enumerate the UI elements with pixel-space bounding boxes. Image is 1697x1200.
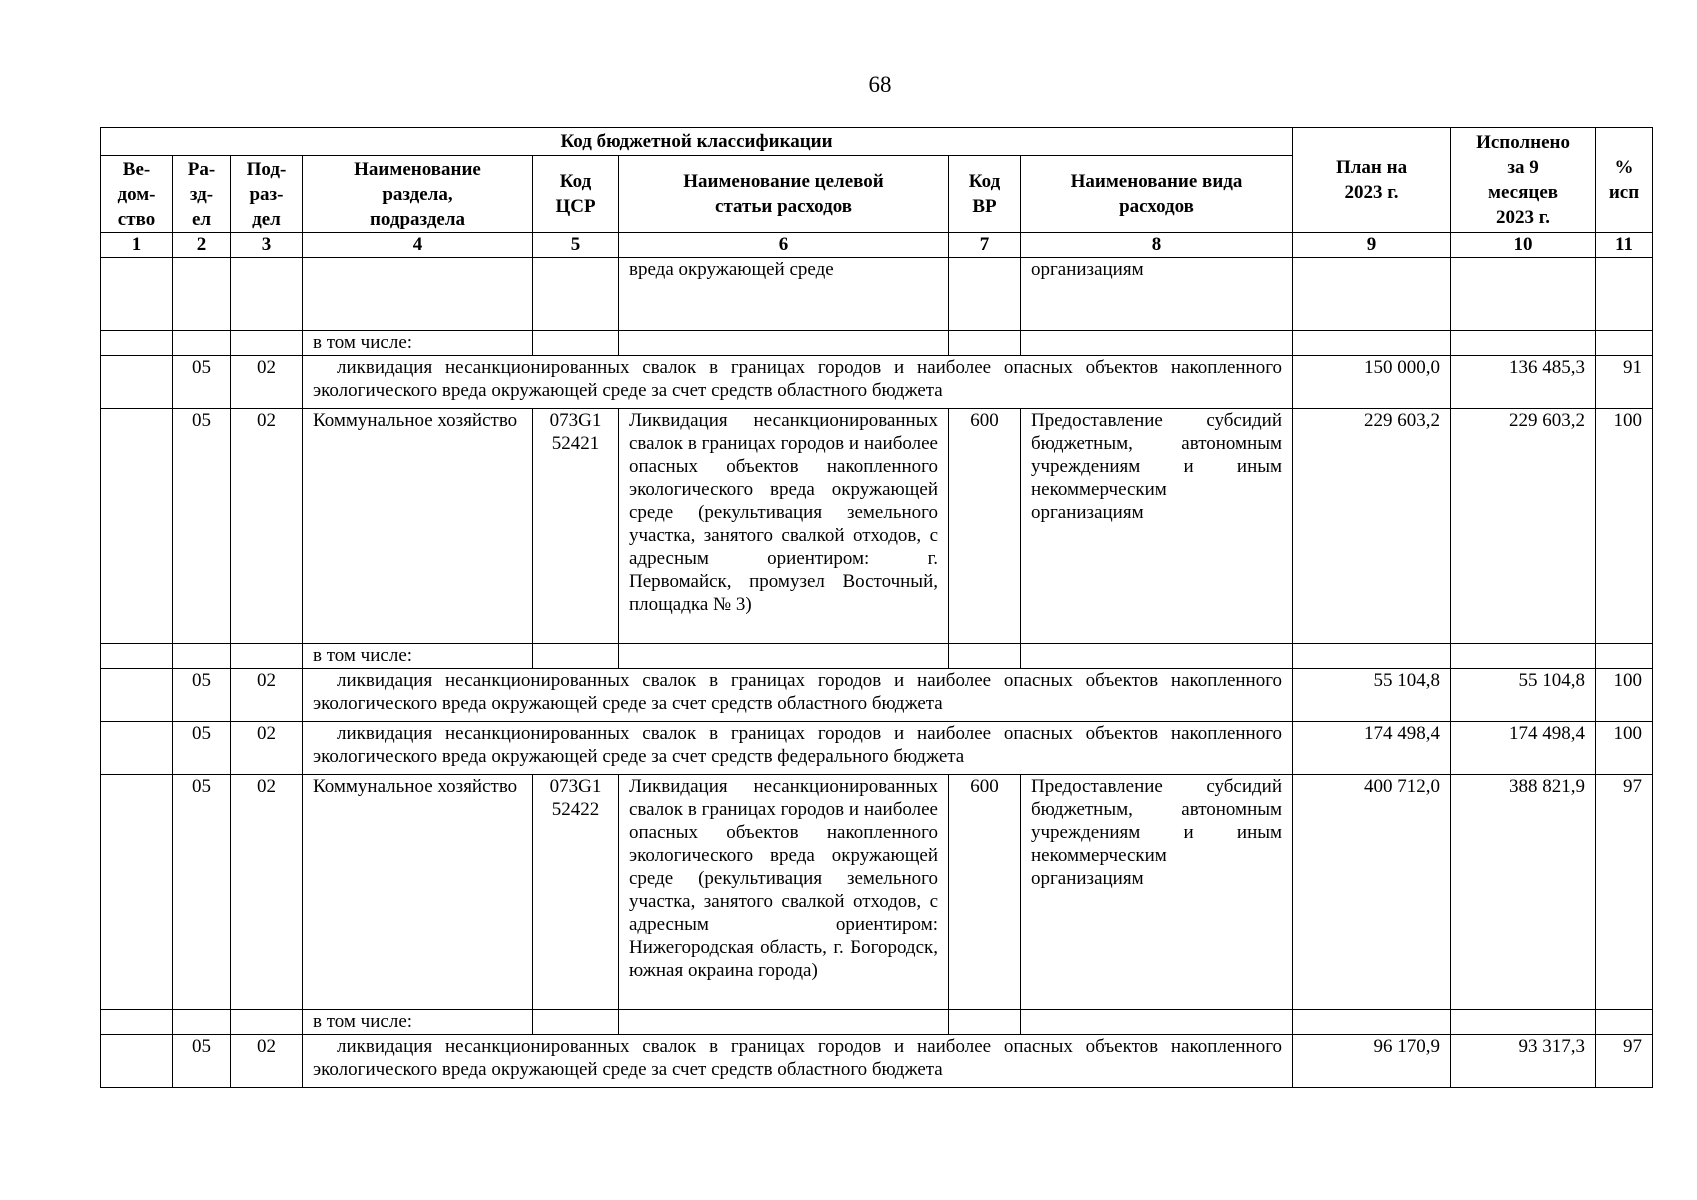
table-row (101, 644, 1653, 669)
plan-value: 55 104,8 (1293, 669, 1451, 722)
razdel-code: 05 (173, 409, 231, 644)
col-number: 8 (1021, 233, 1293, 258)
vr-code: 600 (949, 775, 1021, 1010)
podrazdel-code: 02 (231, 409, 303, 644)
table-row (101, 775, 1653, 1010)
podrazdel-code: 02 (231, 722, 303, 775)
including-label: в том числе: (303, 644, 533, 669)
page-number: 68 (868, 72, 892, 97)
col-number: 2 (173, 233, 231, 258)
header-type-name: Наименование вида расходов (1021, 156, 1293, 233)
pct-value: 97 (1596, 1035, 1653, 1088)
header-vedomstvo: Ве- дом- ство (101, 156, 173, 233)
target-name: вреда окружающей среде (619, 258, 949, 331)
done-value: 174 498,4 (1451, 722, 1596, 775)
csr-code: 073G1 52422 (533, 775, 619, 1010)
done-value: 136 485,3 (1451, 356, 1596, 409)
podrazdel-code: 02 (231, 669, 303, 722)
budget-table (100, 127, 1653, 1088)
razdel-code: 05 (173, 669, 231, 722)
funding-source-text: ликвидация несанкционированных свалок в границах городов и наиболее опасных объектов накопленного экологического вреда окружающей среде за счет средств областного бюджета (303, 356, 1293, 409)
col-number: 5 (533, 233, 619, 258)
col-number: 6 (619, 233, 949, 258)
done-value: 55 104,8 (1451, 669, 1596, 722)
header-budget-code: Код бюджетной классификации (101, 128, 1293, 156)
col-number: 3 (231, 233, 303, 258)
header-section-name: Наименование раздела, подраздела (303, 156, 533, 233)
header-row-numbers (101, 233, 1653, 258)
razdel-code: 05 (173, 356, 231, 409)
podrazdel-code: 02 (231, 356, 303, 409)
header-pct: % исп (1596, 128, 1653, 233)
table-row (101, 258, 1653, 331)
plan-value: 400 712,0 (1293, 775, 1451, 1010)
col-number: 1 (101, 233, 173, 258)
podrazdel-code: 02 (231, 775, 303, 1010)
vr-code: 600 (949, 409, 1021, 644)
header-vr: Код ВР (949, 156, 1021, 233)
header-podrazdel: Под- раз- дел (231, 156, 303, 233)
type-name: организациям (1021, 258, 1293, 331)
col-number: 7 (949, 233, 1021, 258)
col-number: 11 (1596, 233, 1653, 258)
pct-value: 100 (1596, 409, 1653, 644)
header-done: Исполнено за 9 месяцев 2023 г. (1451, 128, 1596, 233)
table-row (101, 722, 1653, 775)
done-value: 93 317,3 (1451, 1035, 1596, 1088)
pct-value: 100 (1596, 722, 1653, 775)
plan-value: 150 000,0 (1293, 356, 1451, 409)
table-row (101, 669, 1653, 722)
csr-code: 073G1 52421 (533, 409, 619, 644)
plan-value: 174 498,4 (1293, 722, 1451, 775)
target-name: Ликвидация несанкционированных свалок в границах городов и наиболее опасных объектов накопленного экологического вреда окружающей среде (рекультивация земельного участка, занятого свалкой отходов, с адресным ориентиром: г. Первомайск, промузел Восточный, площадка № 3) (619, 409, 949, 644)
table-row (101, 409, 1653, 644)
header-csr: Код ЦСР (533, 156, 619, 233)
pct-value: 97 (1596, 775, 1653, 1010)
header-plan: План на 2023 г. (1293, 128, 1451, 233)
including-label: в том числе: (303, 1010, 533, 1035)
plan-value: 229 603,2 (1293, 409, 1451, 644)
header-row-group (101, 128, 1653, 156)
razdel-code: 05 (173, 775, 231, 1010)
table-row (101, 356, 1653, 409)
table-row (101, 1035, 1653, 1088)
pct-value: 91 (1596, 356, 1653, 409)
type-name: Предоставление субсидий бюджетным, автономным учреждениям и иным некоммерческим организациям (1021, 775, 1293, 1010)
section-name: Коммунальное хозяйство (303, 409, 533, 644)
header-target-name: Наименование целевой статьи расходов (619, 156, 949, 233)
done-value: 388 821,9 (1451, 775, 1596, 1010)
razdel-code: 05 (173, 1035, 231, 1088)
col-number: 10 (1451, 233, 1596, 258)
section-name: Коммунальное хозяйство (303, 775, 533, 1010)
podrazdel-code: 02 (231, 1035, 303, 1088)
plan-value: 96 170,9 (1293, 1035, 1451, 1088)
header-razdel: Ра- зд- ел (173, 156, 231, 233)
funding-source-text: ликвидация несанкционированных свалок в границах городов и наиболее опасных объектов накопленного экологического вреда окружающей среде за счет средств областного бюджета (303, 669, 1293, 722)
target-name: Ликвидация несанкционированных свалок в границах городов и наиболее опасных объектов накопленного экологического вреда окружающей среде (рекультивация земельного участка, занятого свалкой отходов, с адресным ориентиром: Нижегородская область, г. Богородск, южная окраина города) (619, 775, 949, 1010)
type-name: Предоставление субсидий бюджетным, автономным учреждениям и иным некоммерческим организациям (1021, 409, 1293, 644)
pct-value: 100 (1596, 669, 1653, 722)
table-row (101, 1010, 1653, 1035)
col-number: 4 (303, 233, 533, 258)
funding-source-text: ликвидация несанкционированных свалок в границах городов и наиболее опасных объектов накопленного экологического вреда окружающей среде за счет средств областного бюджета (303, 1035, 1293, 1088)
including-label: в том числе: (303, 331, 533, 356)
col-number: 9 (1293, 233, 1451, 258)
done-value: 229 603,2 (1451, 409, 1596, 644)
funding-source-text: ликвидация несанкционированных свалок в границах городов и наиболее опасных объектов накопленного экологического вреда окружающей среде за счет средств федерального бюджета (303, 722, 1293, 775)
table-row (101, 331, 1653, 356)
razdel-code: 05 (173, 722, 231, 775)
